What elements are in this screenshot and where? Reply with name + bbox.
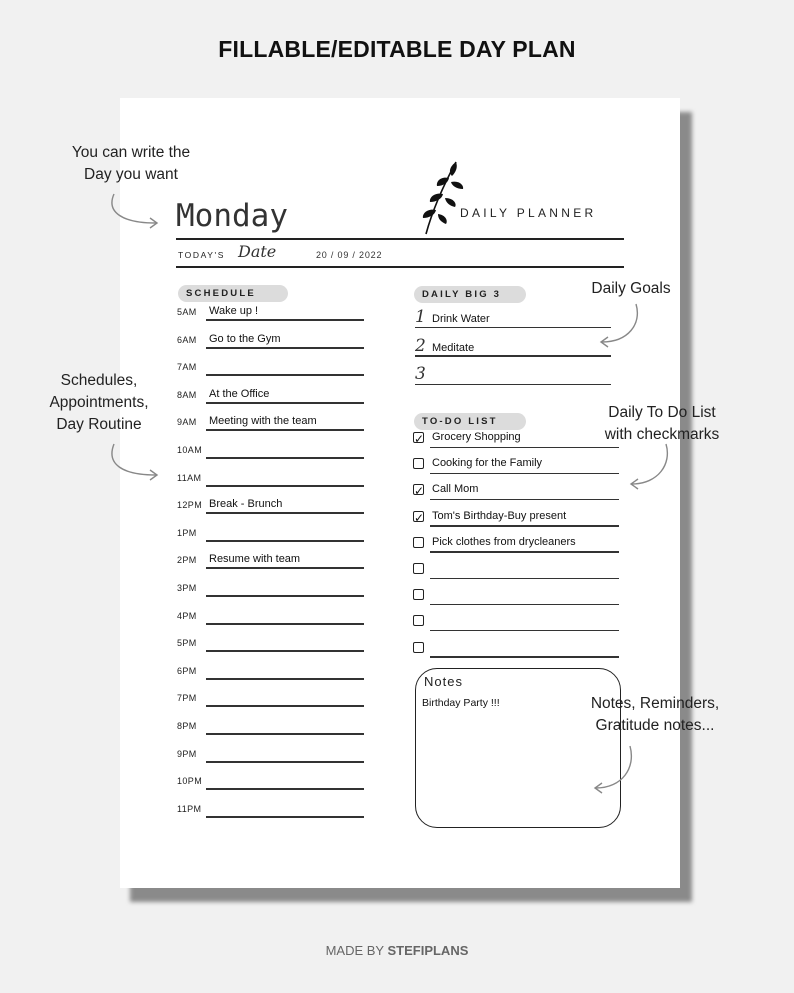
schedule-time: 8AM — [177, 389, 197, 400]
schedule-row[interactable] — [176, 570, 364, 597]
todo-entry[interactable]: Call Mom — [432, 483, 479, 496]
big3-entry[interactable]: Meditate — [432, 341, 475, 354]
annotation-todo-line1: Daily To Do List — [608, 404, 716, 421]
notes-title: Notes — [424, 674, 463, 689]
todo-row[interactable] — [413, 632, 619, 658]
todo-row[interactable] — [413, 579, 619, 605]
todo-row[interactable] — [413, 501, 619, 527]
arrow-icon — [588, 742, 638, 796]
schedule-time: 8PM — [177, 721, 197, 731]
notes-text[interactable]: Birthday Party !!! — [422, 697, 500, 709]
annotation-goals: Daily Goals — [591, 280, 671, 297]
schedule-row[interactable] — [176, 294, 364, 321]
schedule-time: 5AM — [177, 307, 197, 317]
schedule-row[interactable] — [176, 515, 364, 542]
schedule-row[interactable] — [176, 322, 364, 349]
annotation-notes — [580, 693, 730, 737]
annotation-schedule-line3: Day Routine — [56, 416, 142, 433]
schedule-header: SCHEDULE — [178, 285, 288, 302]
schedule-row[interactable] — [176, 598, 364, 625]
schedule-row[interactable] — [176, 377, 364, 404]
schedule-time: 12PM — [177, 500, 203, 511]
big3-row[interactable] — [415, 357, 611, 385]
day-input[interactable]: Monday — [176, 198, 288, 234]
arrow-icon — [626, 440, 676, 492]
title-divider — [176, 238, 624, 240]
big3-row[interactable] — [415, 300, 611, 328]
todo-entry[interactable]: Grocery Shopping — [432, 431, 521, 443]
schedule-entry[interactable]: Wake up ! — [209, 305, 259, 317]
schedule-entry[interactable]: Go to the Gym — [209, 332, 281, 345]
annotation-day — [48, 142, 214, 186]
schedule-time: 3PM — [177, 583, 197, 593]
date-script-label: Date — [238, 242, 277, 261]
footer-made-by: MADE BY — [325, 943, 388, 958]
schedule-entry[interactable]: Resume with team — [209, 553, 301, 566]
date-divider — [176, 266, 624, 268]
schedule-time: 10PM — [177, 776, 203, 787]
schedule-entry[interactable]: Meeting with the team — [209, 415, 317, 428]
schedule-time: 1PM — [177, 527, 197, 538]
annotation-schedule-line2: Appointments, — [49, 394, 149, 411]
todo-checkbox[interactable] — [413, 615, 424, 626]
annotation-schedule — [28, 370, 170, 436]
today-label: TODAY'S — [178, 250, 225, 260]
checkmark-icon: ✓ — [414, 432, 425, 446]
schedule-row[interactable] — [176, 487, 364, 514]
big3-entry[interactable]: Drink Water — [432, 313, 490, 325]
todo-row[interactable] — [413, 553, 619, 579]
footer-brand: STEFIPLANS — [387, 943, 469, 958]
big3-line — [415, 384, 611, 386]
schedule-time: 9PM — [177, 748, 197, 759]
page-title: FILLABLE/EDITABLE DAY PLAN — [218, 36, 576, 62]
todo-checkbox[interactable] — [413, 458, 424, 469]
todo-line — [430, 656, 619, 658]
todo-row[interactable] — [413, 422, 619, 448]
schedule-row[interactable] — [176, 653, 364, 680]
big3-row[interactable] — [415, 329, 611, 357]
schedule-time: 6AM — [177, 334, 197, 345]
schedule-row[interactable] — [176, 349, 364, 376]
planner-brand-label: DAILY PLANNER — [460, 206, 597, 220]
annotation-notes-line1: Notes, Reminders, — [590, 695, 720, 712]
schedule-row[interactable] — [176, 791, 364, 818]
arrow-icon — [104, 440, 164, 482]
arrow-icon — [596, 298, 646, 350]
schedule-time: 9AM — [177, 417, 197, 428]
todo-row[interactable] — [413, 527, 619, 553]
schedule-time: 10AM — [177, 445, 203, 455]
big3-number: 1 — [415, 307, 426, 327]
footer-credit — [0, 943, 794, 958]
schedule-time: 7PM — [177, 693, 197, 704]
big3-number: 2 — [415, 335, 426, 356]
schedule-time: 11AM — [177, 472, 202, 483]
arrow-icon — [104, 190, 164, 230]
todo-entry[interactable]: Tom's Birthday-Buy present — [432, 509, 567, 522]
schedule-row[interactable] — [176, 680, 364, 707]
schedule-time: 11PM — [177, 803, 202, 814]
schedule-entry[interactable]: Break - Brunch — [209, 498, 283, 511]
todo-row[interactable] — [413, 448, 619, 474]
annotation-schedule-line1: Schedules, — [60, 372, 138, 389]
todo-checkbox[interactable] — [413, 642, 424, 653]
annotation-notes-line2: Gratitude notes... — [595, 717, 715, 734]
big3-number: 3 — [415, 364, 426, 384]
checkmark-icon: ✓ — [414, 484, 425, 499]
date-input[interactable]: 20 / 09 / 2022 — [316, 250, 383, 260]
checkmark-icon: ✓ — [414, 510, 425, 525]
todo-header: TO-DO LIST — [414, 413, 526, 430]
schedule-time: 5PM — [177, 638, 197, 649]
todo-entry[interactable]: Cooking for the Family — [432, 457, 543, 470]
schedule-time: 7AM — [177, 362, 197, 373]
todo-checkbox[interactable] — [413, 537, 424, 548]
schedule-time: 4PM — [177, 610, 197, 621]
annotation-day-line1: You can write the — [71, 144, 191, 161]
annotation-day-line2: Day you want — [84, 166, 178, 183]
leaf-icon — [412, 158, 470, 238]
annotation-todo-line2: with checkmarks — [604, 426, 720, 443]
schedule-time: 6PM — [177, 665, 197, 676]
schedule-row[interactable] — [176, 708, 364, 735]
todo-checkbox[interactable] — [413, 563, 424, 574]
schedule-row[interactable] — [176, 763, 364, 790]
schedule-line — [206, 816, 364, 818]
todo-entry[interactable]: Pick clothes from drycleaners — [432, 535, 576, 548]
schedule-time: 2PM — [177, 555, 197, 566]
schedule-entry[interactable]: At the Office — [209, 387, 270, 400]
schedule-row[interactable] — [176, 736, 364, 763]
big3-header: DAILY BIG 3 — [414, 286, 526, 303]
todo-checkbox[interactable] — [413, 589, 424, 600]
schedule-row[interactable] — [176, 432, 364, 459]
schedule-row[interactable] — [176, 460, 364, 487]
todo-row[interactable] — [413, 474, 619, 500]
schedule-row[interactable] — [176, 542, 364, 569]
todo-row[interactable] — [413, 605, 619, 631]
schedule-row[interactable] — [176, 404, 364, 431]
schedule-row[interactable] — [176, 625, 364, 652]
